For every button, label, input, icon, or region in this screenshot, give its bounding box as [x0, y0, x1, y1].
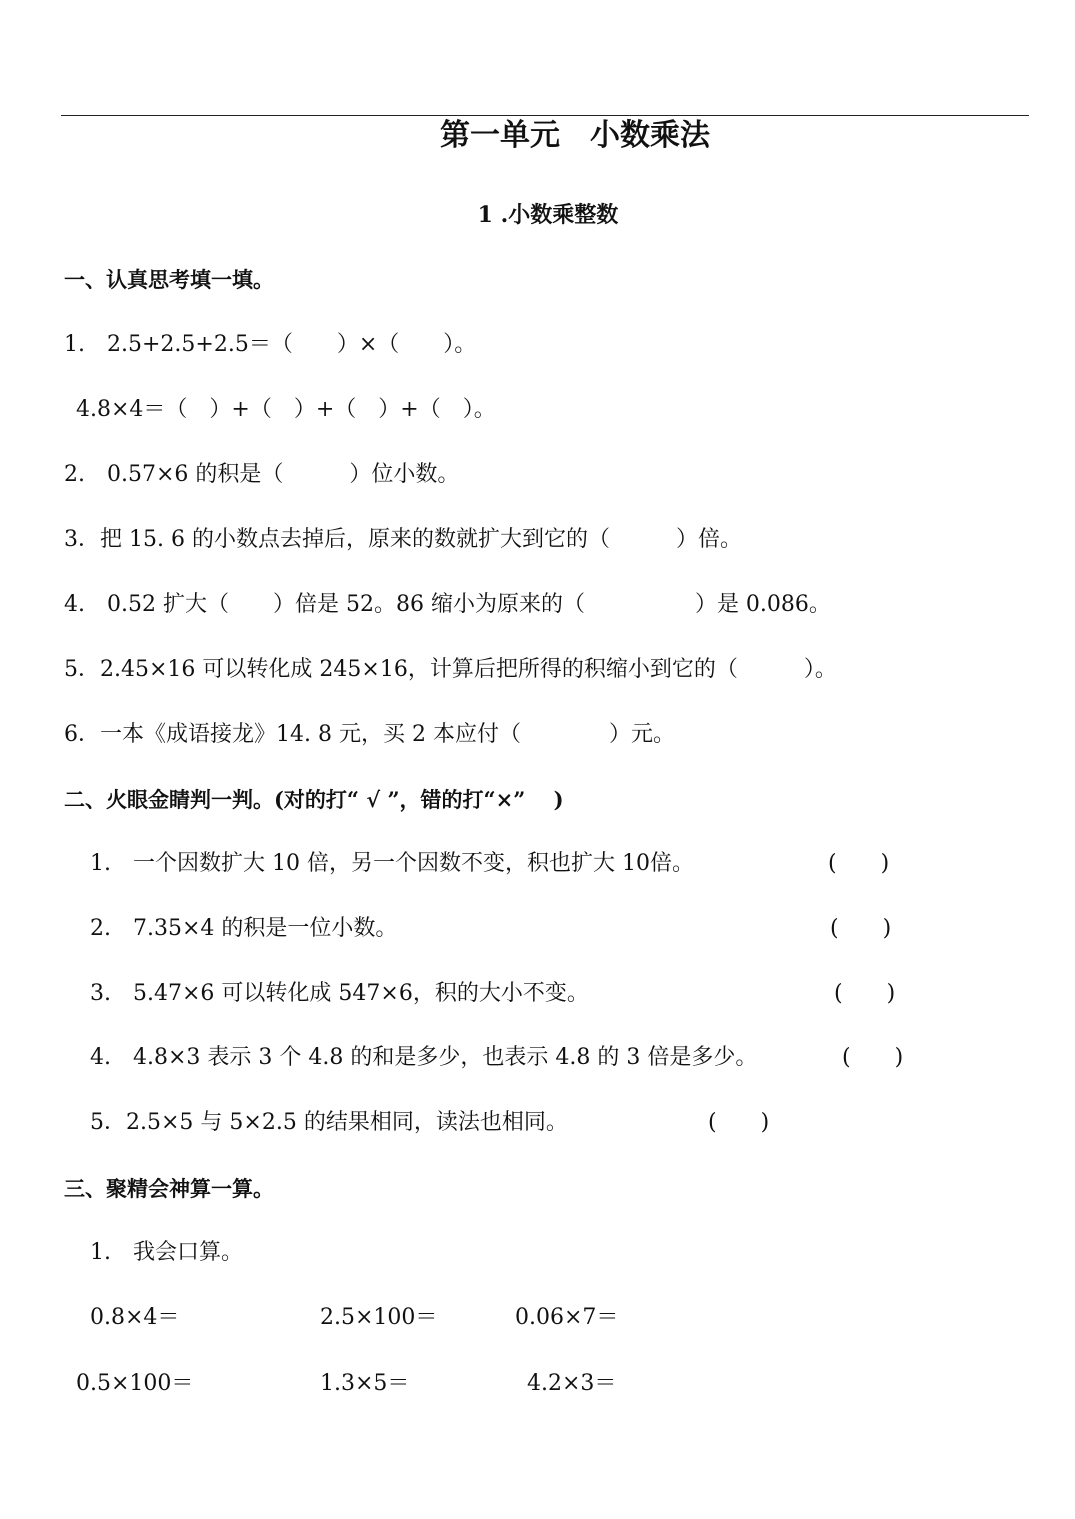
section1-heading: 一、认真思考填一填。 [64, 267, 274, 292]
judge-blank-1: ( ) [828, 851, 890, 876]
judge-item-1: 1. 一个因数扩大 10 倍，另一个因数不变，积也扩大 10倍。 [90, 851, 694, 876]
calc-r1-c2: 2.5×100＝ [320, 1305, 438, 1330]
calc-r2-c3: 4.2×3＝ [527, 1371, 617, 1396]
judge-item-4: 4. 4.8×3 表示 3 个 4.8 的和是多少，也表示 4.8 的 3 倍是多少。 [90, 1045, 758, 1070]
fill-item-6: 6．一本《成语接龙》14. 8 元，买 2 本应付（ ）元。 [64, 722, 675, 747]
calc-r2-c2: 1.3×5＝ [320, 1371, 410, 1396]
fill-item-5: 5．2.45×16 可以转化成 245×16，计算后把所得的积缩小到它的（ ）。 [64, 657, 837, 682]
judge-blank-3: ( ) [834, 981, 896, 1006]
fill-item-3: 3．把 15. 6 的小数点去掉后，原来的数就扩大到它的（ ）倍。 [64, 527, 742, 552]
fill-item-1b: 4.8×4＝（ ）+（ ）+（ ）+（ ）。 [76, 397, 496, 422]
fill-item-1a: 1. 2.5+2.5+2.5＝（ ）×（ ）。 [64, 332, 477, 357]
oral-calc-label: 1. 我会口算。 [90, 1240, 243, 1265]
fill-item-2: 2. 0.57×6 的积是（ ）位小数。 [64, 462, 460, 487]
judge-blank-2: ( ) [830, 916, 892, 941]
calc-r2-c1: 0.5×100＝ [76, 1371, 194, 1396]
page-title: 第一单元 小数乘法 [440, 118, 710, 153]
calc-r1-c1: 0.8×4＝ [90, 1305, 180, 1330]
judge-item-5: 5．2.5×5 与 5×2.5 的结果相同，读法也相同。 [90, 1110, 568, 1135]
judge-item-3: 3. 5.47×6 可以转化成 547×6，积的大小不变。 [90, 981, 589, 1006]
judge-blank-4: ( ) [842, 1045, 904, 1070]
judge-blank-5: ( ) [708, 1110, 770, 1135]
judge-item-2: 2. 7.35×4 的积是一位小数。 [90, 916, 398, 941]
section3-heading: 三、聚精会神算一算。 [64, 1176, 274, 1201]
section2-heading: 二、火眼金睛判一判。(对的打“ √ ”，错的打“×” ) [64, 787, 564, 812]
top-rule [61, 115, 1029, 116]
lesson-title: 1 .小数乘整数 [477, 202, 619, 228]
calc-r1-c3: 0.06×7＝ [515, 1305, 619, 1330]
fill-item-4: 4. 0.52 扩大（ ）倍是 52。86 缩小为原来的（ ）是 0.086。 [64, 592, 831, 617]
